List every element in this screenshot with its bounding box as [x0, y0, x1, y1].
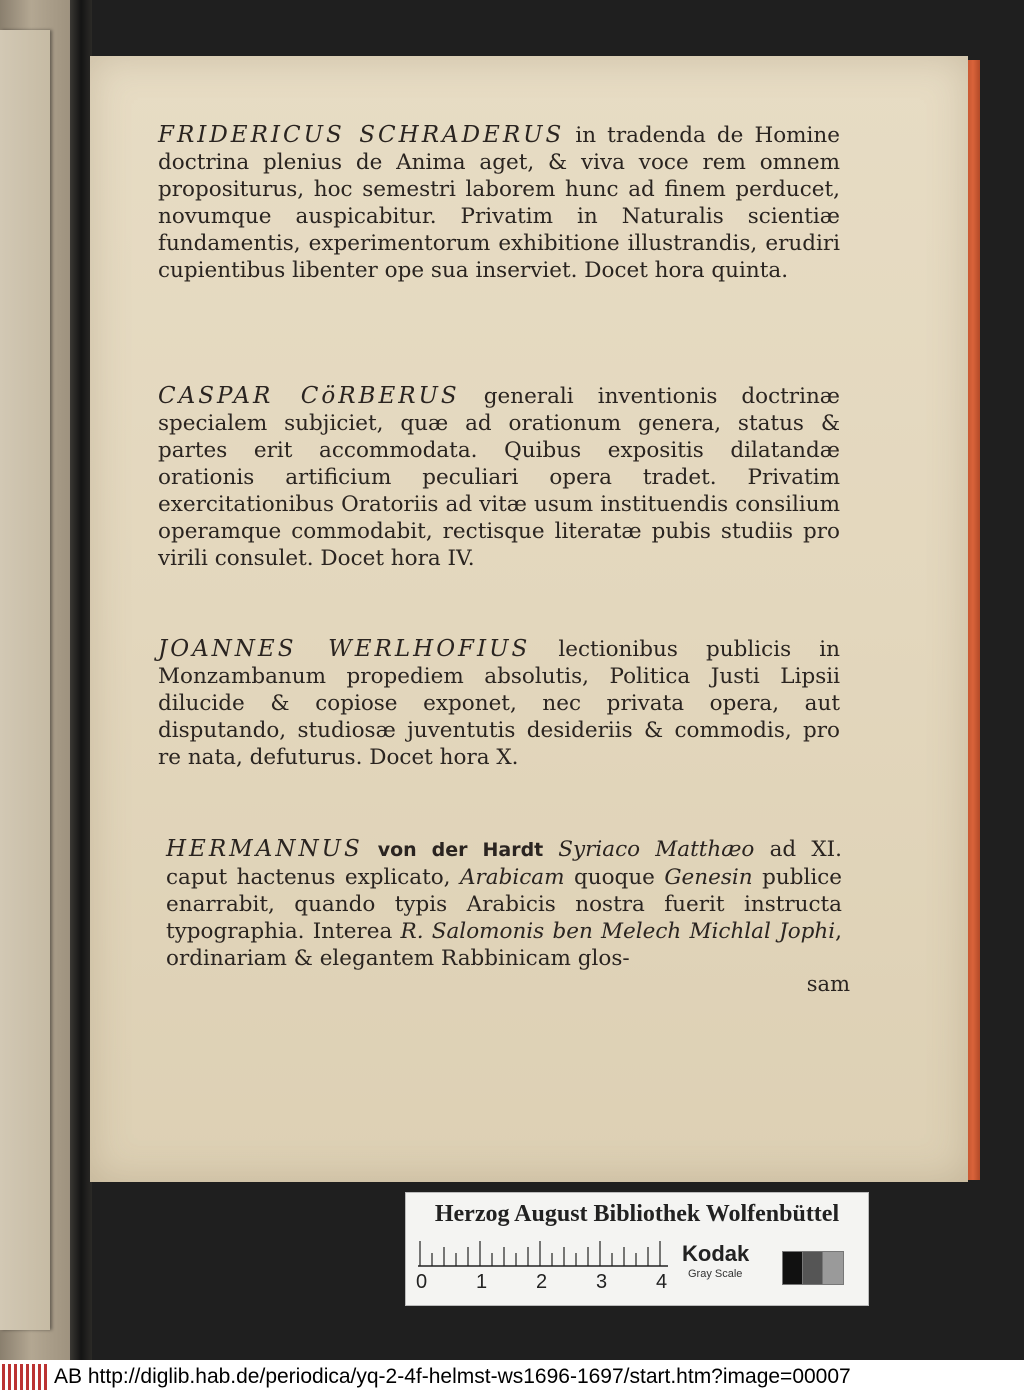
ruler-numbers — [418, 1271, 668, 1295]
author-name: FRIDERICUS SCHRADERUS — [158, 122, 565, 148]
gray-swatch-mid — [802, 1251, 824, 1285]
ruler-number: 2 — [536, 1271, 548, 1293]
ruler-number: 3 — [596, 1271, 608, 1293]
library-title: Herzog August Bibliothek Wolfenbüttel — [434, 1201, 840, 1227]
paragraph-werlhofius — [158, 636, 840, 771]
paragraph-text: generali inventionis doctrinæ specialem subjiciet, quæ ad orationum genera, status & partes erit accommodata. Quibus expositis dilatandæ orationis artificium peculiari opera tradet. Privatim exercitationibus Oratoriis ad vitæ usum instituendis consilium operamque commodabit, rectisque literatæ pubis studiis pro virili consulet. Docet hora IV. — [158, 384, 840, 571]
footer-url[interactable]: http://diglib.hab.de/periodica/yq-2-4f-helmst-ws1696-1697/start.htm?image=00007 — [87, 1365, 851, 1388]
ruler-number: 0 — [416, 1271, 428, 1293]
paragraph-schraderus — [158, 122, 840, 284]
ruler-number: 4 — [656, 1271, 668, 1293]
paragraph-text: lectionibus publicis in Monzambanum propediem absolutis, Politica Justi Lipsii dilucide & copiose exponet, nec privata opera, aut disputando, studiosæ juventutis desideriis & commodis, pro re nata, defuturus. Docet hora X. — [158, 637, 840, 770]
paragraph-corberus — [158, 383, 840, 572]
italic-text: R. Salomonis ben Melech Michlal Jophi — [400, 919, 836, 944]
paragraph-text: publice enarrabit, quando typis Arabicis nostra fuerit instructa typographia. Interea — [166, 865, 842, 944]
kodak-brand: Kodak — [682, 1241, 750, 1266]
page-red-edge — [966, 60, 980, 1180]
ruler-scale — [418, 1241, 668, 1267]
gray-scale-label: Gray Scale — [688, 1268, 743, 1280]
book-gutter — [70, 0, 92, 1360]
left-page-edge — [0, 30, 50, 1330]
author-name: JOANNES WERLHOFIUS — [158, 636, 531, 662]
gray-swatch-dark — [782, 1251, 804, 1285]
footer-prefix: AB — [54, 1365, 83, 1388]
italic-text: Arabicam — [460, 865, 565, 890]
paragraph-text: ad XI. caput hactenus explicato, — [166, 837, 843, 890]
ruler-number: 1 — [476, 1271, 488, 1293]
paragraph-text: , ordinariam & elegantem Rabbinicam glos- — [166, 919, 842, 971]
color-calibration-bar — [405, 1192, 869, 1306]
fraktur-name: von der Hardt — [362, 839, 559, 861]
italic-text: Syriaco Matthæo — [558, 837, 755, 862]
paragraph-text: quoque — [564, 865, 665, 890]
italic-text: Genesin — [664, 865, 753, 890]
paragraph-hardt — [166, 836, 842, 972]
paragraph-text: in tradenda de Homine doctrina plenius de Anima aget, & viva voce rem omnem propositurus, hoc semestri laborem hunc ad finem perducet, novumque auspicabitur. Privatim in Naturalis scientiæ fundamentis, experimentorum exhibitione illustrandis, erudiri cupientibus libenter ope sua inserviet. Docet hora quinta. — [158, 123, 840, 283]
gray-swatch-light — [822, 1251, 844, 1285]
catchword: sam — [806, 972, 850, 996]
barcode-icon — [2, 1364, 50, 1390]
author-name: HERMANNUS — [166, 836, 363, 862]
footer-url-bar — [0, 1360, 1024, 1394]
author-name: CASPAR CöRBERUS — [158, 383, 460, 409]
